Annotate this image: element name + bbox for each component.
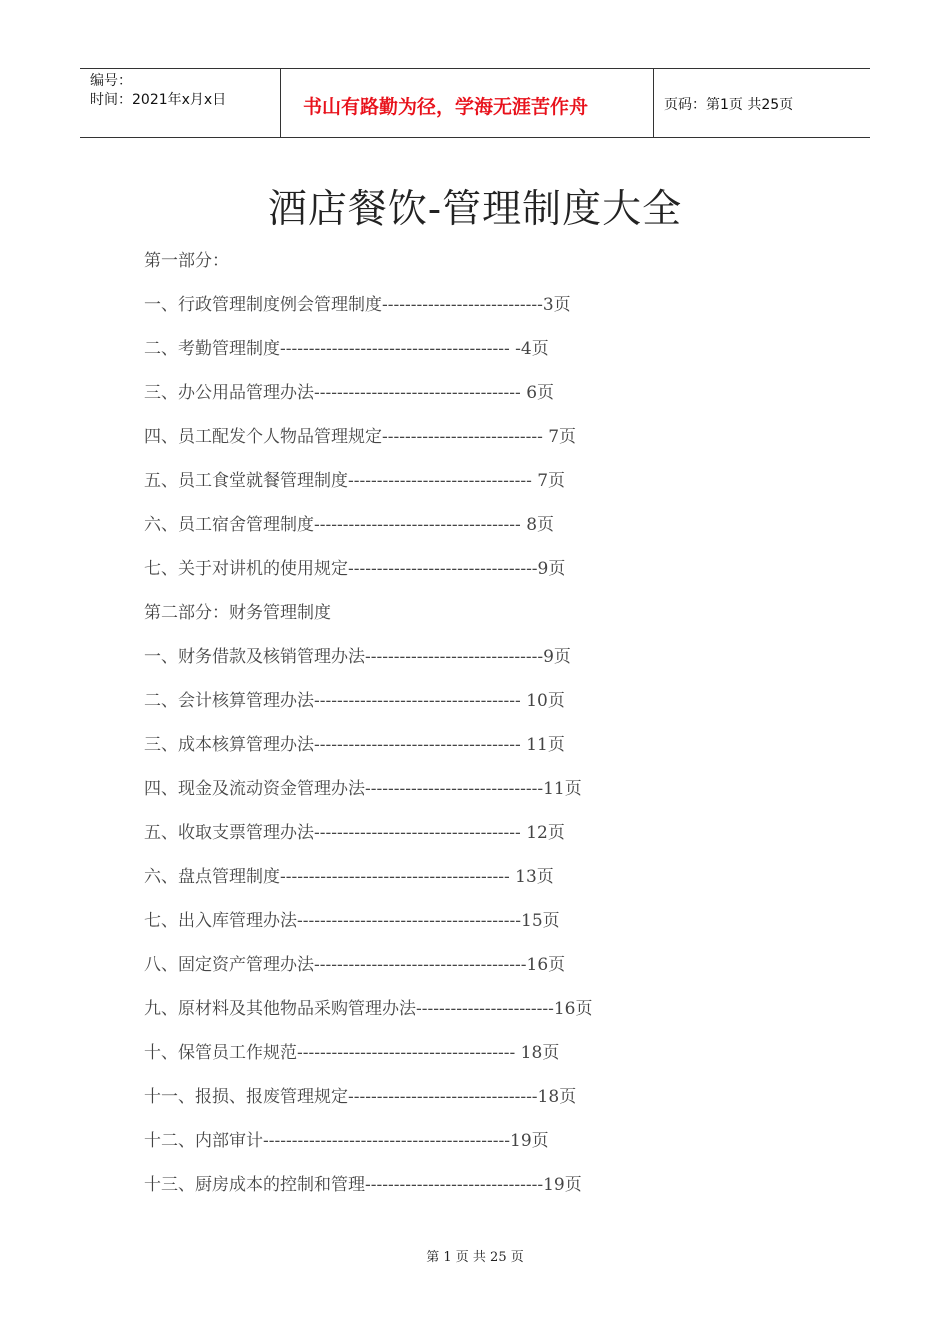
document-title: 酒店餐饮-管理制度大全 <box>267 187 683 232</box>
toc-heading-part-one: 第一部分： <box>144 251 229 271</box>
toc-item: 十三、厨房成本的控制和管理-------------------------------19页 <box>144 1175 582 1195</box>
toc-item: 三、办公用品管理办法------------------------------------ 6页 <box>144 383 555 403</box>
document-date: 时间：2021年x月x日 <box>90 92 227 108</box>
toc-item: 二、考勤管理制度---------------------------------------- -4页 <box>144 339 549 359</box>
toc-item: 二、会计核算管理办法------------------------------------ 10页 <box>144 691 565 711</box>
toc-item: 五、收取支票管理办法------------------------------------ 12页 <box>144 823 565 843</box>
toc-item: 七、出入库管理办法---------------------------------------15页 <box>144 911 560 931</box>
toc-item: 一、行政管理制度例会管理制度----------------------------3页 <box>144 295 571 315</box>
toc-heading-part-two: 第二部分：财务管理制度 <box>144 603 331 623</box>
page-header <box>80 68 870 138</box>
toc-item: 一、财务借款及核销管理办法-------------------------------9页 <box>144 647 571 667</box>
toc-item: 十一、报损、报废管理规定---------------------------------18页 <box>144 1087 577 1107</box>
toc-item: 五、员工食堂就餐管理制度-------------------------------- 7页 <box>144 471 566 491</box>
toc-item: 六、盘点管理制度---------------------------------------- 13页 <box>144 867 554 887</box>
toc-item: 八、固定资产管理办法-------------------------------------16页 <box>144 955 566 975</box>
header-page-info: 页码：第1页 共25页 <box>664 97 794 113</box>
toc-item: 四、现金及流动资金管理办法-------------------------------11页 <box>144 779 582 799</box>
toc-item: 三、成本核算管理办法------------------------------------ 11页 <box>144 735 565 755</box>
table-of-contents <box>144 244 824 1212</box>
toc-item: 六、员工宿舍管理制度------------------------------------ 8页 <box>144 515 555 535</box>
document-number-label: 编号： <box>90 73 132 89</box>
toc-item: 十二、内部审计-------------------------------------------19页 <box>144 1131 549 1151</box>
toc-item: 十、保管员工作规范-------------------------------------- 18页 <box>144 1043 560 1063</box>
header-motto: 书山有路勤为径，学海无涯苦作舟 <box>281 69 654 137</box>
toc-item: 九、原材料及其他物品采购管理办法------------------------16页 <box>144 999 593 1019</box>
toc-item: 四、员工配发个人物品管理规定---------------------------- 7页 <box>144 427 577 447</box>
page-footer: 第 1 页 共 25 页 <box>426 1250 524 1265</box>
header-meta <box>80 69 281 137</box>
toc-item: 七、关于对讲机的使用规定---------------------------------9页 <box>144 559 566 579</box>
